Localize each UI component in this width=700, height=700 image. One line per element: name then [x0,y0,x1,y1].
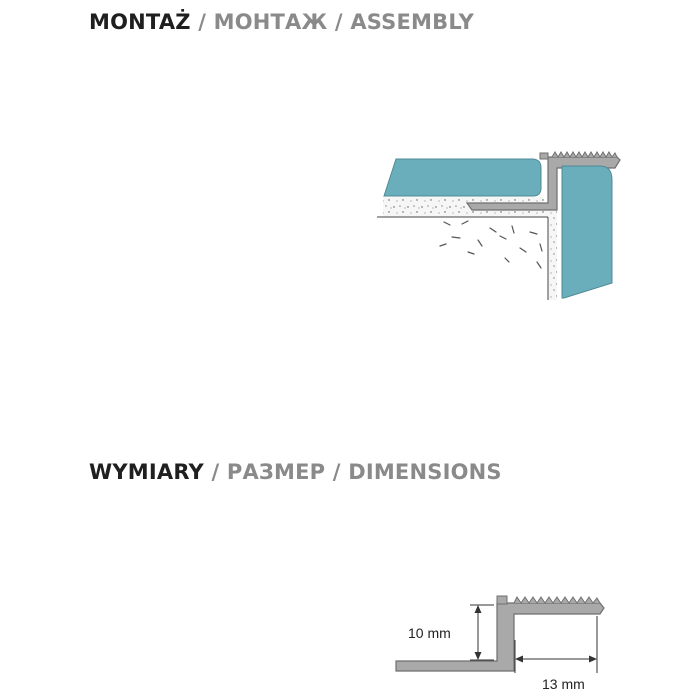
width-arrow-left [515,656,523,663]
height-arrow-bottom [475,652,482,660]
assembly-drawing [377,152,620,300]
assembly-title-pl: MONTAŻ [89,10,191,34]
vertical-adhesive [549,210,557,298]
trim-ribs [552,152,617,157]
dimensions-title-en: DIMENSIONS [348,460,502,484]
profile-top-leg [497,596,507,604]
assembly-title-en: ASSEMBLY [350,10,475,34]
dimensions-separator-1: / [203,460,227,484]
dimensions-separator-2: / [325,460,349,484]
horizontal-tile [384,159,541,196]
assembly-title-ru: МОНТАЖ [213,10,328,34]
height-arrow-top [475,605,482,613]
trim-back-leg [540,153,548,159]
width-label: 13 mm [542,676,585,692]
dimensions-title-ru: РАЗМЕР [226,460,326,484]
assembly-separator-2: / [327,10,351,34]
dimensions-title-pl: WYMIARY [89,460,204,484]
profile-ribs [514,597,600,603]
dimensions-drawing [396,596,604,692]
height-label: 10 mm [408,625,451,641]
concrete-texture [440,221,542,268]
width-arrow-right [589,656,597,663]
vertical-tile [562,166,612,298]
assembly-separator-1: / [190,10,214,34]
